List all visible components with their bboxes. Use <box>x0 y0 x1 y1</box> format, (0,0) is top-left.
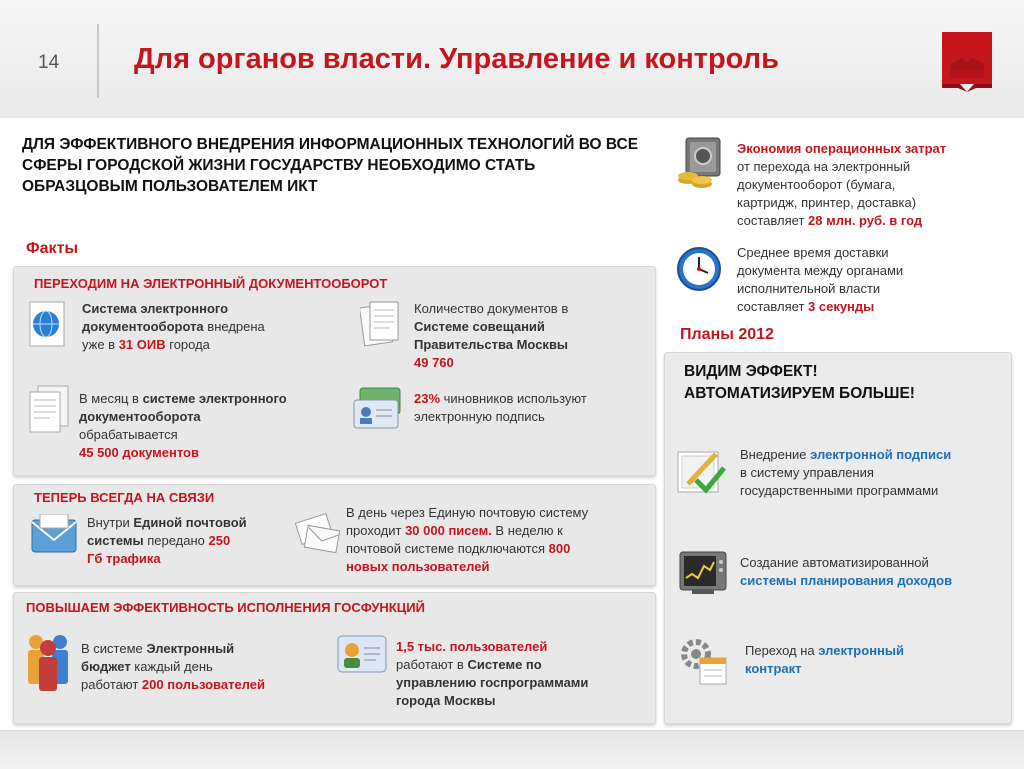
plan-esignature-l2: в систему управления <box>740 465 874 480</box>
plan-revenue-planning <box>740 554 952 590</box>
mail-fact-letters-users-label: новых пользователей <box>346 559 490 574</box>
docflow-fact-monthly-l2: документооборота <box>79 409 201 424</box>
docflow-fact-monthly <box>79 390 287 462</box>
efficiency-fact-programs-value: 1,5 тыс. пользователей <box>396 639 548 654</box>
fact-savings-line5: составляет <box>737 213 809 228</box>
mail-fact-traffic <box>87 514 247 568</box>
fact-savings-line3: документооборот (бумага, <box>737 177 896 192</box>
plan-esignature-l1: Внедрение <box>740 447 811 462</box>
monitor-chart-icon <box>678 548 728 598</box>
plan-revenue-planning-highlight: системы планирования доходов <box>740 573 953 588</box>
plan-esignature-l3: государственными программами <box>740 483 939 498</box>
letters-icon <box>294 508 342 556</box>
safe-coins-icon <box>676 134 726 194</box>
mail-fact-traffic-l2: системы <box>87 533 144 548</box>
docflow-fact-system <box>82 300 265 354</box>
docflow-fact-signature-l2: электронную подпись <box>414 409 545 424</box>
fact-delivery-line2: документа между органами <box>737 263 904 278</box>
fact-delivery-value: 3 секунды <box>808 299 875 314</box>
docflow-fact-system-l3b: города <box>165 337 210 352</box>
docflow-fact-meetings-value: 49 760 <box>414 355 454 370</box>
gear-document-icon <box>678 636 730 688</box>
efficiency-fact-programs-l4: города Москвы <box>396 693 496 708</box>
panel-connectivity-title: ТЕПЕРЬ ВСЕГДА НА СВЯЗИ <box>34 490 215 505</box>
header-bar <box>0 0 1024 118</box>
efficiency-fact-programs-l2: работают в <box>396 657 468 672</box>
plan-e-contract <box>745 642 904 678</box>
fact-savings-line2: от перехода на электронный <box>737 159 911 174</box>
mail-fact-traffic-value: 250 <box>208 533 231 548</box>
plans-heading-l1: ВИДИМ ЭФФЕКТ! <box>684 363 818 380</box>
docflow-fact-system-l2: документооборота <box>82 319 204 334</box>
intro-statement: ДЛЯ ЭФФЕКТИВНОГО ВНЕДРЕНИЯ ИНФОРМАЦИОННЫХ ТЕХНОЛОГИЙ ВО ВСЕ СФЕРЫ ГОРОДСКОЙ ЖИЗНИ ГОСУДАРСТВУ НЕОБХОДИМО СТАТЬ ОБРАЗЦОВЫМ ПОЛЬЗОВАТЕЛЕМ ИКТ <box>22 136 639 195</box>
mail-fact-traffic-l2b: передано <box>143 533 209 548</box>
docflow-fact-meetings <box>414 300 568 372</box>
users-group-icon <box>22 632 74 694</box>
efficiency-fact-budget-l2: бюджет <box>81 659 131 674</box>
plan-revenue-planning-l1: Создание автоматизированной <box>740 555 929 570</box>
fact-savings <box>737 140 946 230</box>
fact-savings-line4: картридж, принтер, доставка) <box>737 195 917 210</box>
clock-icon <box>676 246 722 292</box>
mail-fact-letters-l1: В день через Единую почтовую систему <box>346 505 589 520</box>
docflow-fact-signature <box>414 390 587 426</box>
efficiency-fact-programs-l3: управлению госпрограммами <box>396 675 589 690</box>
fact-savings-value: 28 млн. руб. в год <box>808 213 923 228</box>
page-number: 14 <box>38 52 60 73</box>
plans-heading-l2: АВТОМАТИЗИРУЕМ БОЛЬШЕ! <box>684 385 915 402</box>
efficiency-fact-budget-l3: работают <box>81 677 142 692</box>
docflow-fact-monthly-l3: обрабатывается <box>79 427 178 442</box>
mail-fact-letters-l2b: В неделю к <box>491 523 563 538</box>
envelope-icon <box>30 514 78 556</box>
panel-electronic-docflow-title: ПЕРЕХОДИМ НА ЭЛЕКТРОННЫЙ ДОКУМЕНТООБОРОТ <box>34 276 388 291</box>
docflow-fact-system-l2b: внедрена <box>203 319 265 334</box>
mail-fact-letters-users: 800 <box>548 541 571 556</box>
fact-delivery-line1: Среднее время доставки <box>737 245 889 260</box>
document-pages-icon <box>26 384 72 436</box>
docflow-fact-monthly-value: 45 500 документов <box>79 445 199 460</box>
mail-fact-traffic-l1b: Единой почтовой <box>133 515 247 530</box>
docflow-fact-system-l1: Система электронного <box>82 301 229 316</box>
efficiency-fact-budget-l1: В системе <box>81 641 147 656</box>
mail-fact-letters-l3: почтовой системе подключаются <box>346 541 549 556</box>
docflow-fact-system-value: 31 ОИВ <box>118 337 166 352</box>
plan-e-contract-highlight: электронный <box>818 643 904 658</box>
plans-heading <box>684 361 915 405</box>
user-card-icon <box>336 634 388 676</box>
efficiency-fact-programs-l2b: Системе по <box>467 657 542 672</box>
efficiency-fact-programs <box>396 638 588 710</box>
efficiency-fact-budget-l1b: Электронный <box>146 641 235 656</box>
docflow-fact-monthly-l1b: системе электронного <box>142 391 287 406</box>
docflow-fact-signature-value: 23% <box>414 391 441 406</box>
mail-fact-letters <box>346 504 588 576</box>
mail-fact-traffic-unit: Гб трафика <box>87 551 161 566</box>
efficiency-fact-budget-value: 200 пользователей <box>141 677 265 692</box>
page-title: Для органов власти. Управление и контроль <box>134 43 779 75</box>
pen-check-icon <box>676 448 728 500</box>
footer-bar <box>0 730 1024 769</box>
plans-label: Планы 2012 <box>680 326 774 343</box>
fact-delivery-line4: составляет <box>737 299 809 314</box>
docflow-fact-meetings-l3: Правительства Москвы <box>414 337 569 352</box>
docflow-fact-monthly-l1: В месяц в <box>79 391 143 406</box>
mail-fact-letters-l2: проходит <box>346 523 406 538</box>
documents-stack-icon <box>360 298 406 350</box>
globe-document-icon <box>24 300 70 350</box>
docflow-fact-meetings-l2: Системе совещаний <box>414 319 545 334</box>
efficiency-fact-budget <box>81 640 265 694</box>
id-cards-icon <box>352 386 406 432</box>
docflow-fact-meetings-l1: Количество документов в <box>414 301 569 316</box>
plan-e-contract-highlight-2: контракт <box>745 661 802 676</box>
docflow-fact-signature-l1: чиновников используют <box>440 391 587 406</box>
plan-e-contract-l1: Переход на <box>745 643 819 658</box>
panel-efficiency-title: ПОВЫШАЕМ ЭФФЕКТИВНОСТЬ ИСПОЛНЕНИЯ ГОСФУНКЦИЙ <box>26 600 425 615</box>
fact-savings-title: Экономия операционных затрат <box>737 141 947 156</box>
facts-label: Факты <box>26 240 79 257</box>
fact-delivery-line3: исполнительной власти <box>737 281 881 296</box>
plan-esignature-highlight: электронной подписи <box>810 447 952 462</box>
fact-delivery <box>737 244 903 316</box>
moscow-logo-icon <box>942 32 992 92</box>
docflow-fact-system-l3: уже в <box>82 337 119 352</box>
mail-fact-letters-value: 30 000 писем. <box>405 523 492 538</box>
mail-fact-traffic-l1: Внутри <box>87 515 134 530</box>
plan-esignature <box>740 446 951 500</box>
efficiency-fact-budget-l2b: каждый день <box>130 659 213 674</box>
header-divider <box>97 24 99 98</box>
